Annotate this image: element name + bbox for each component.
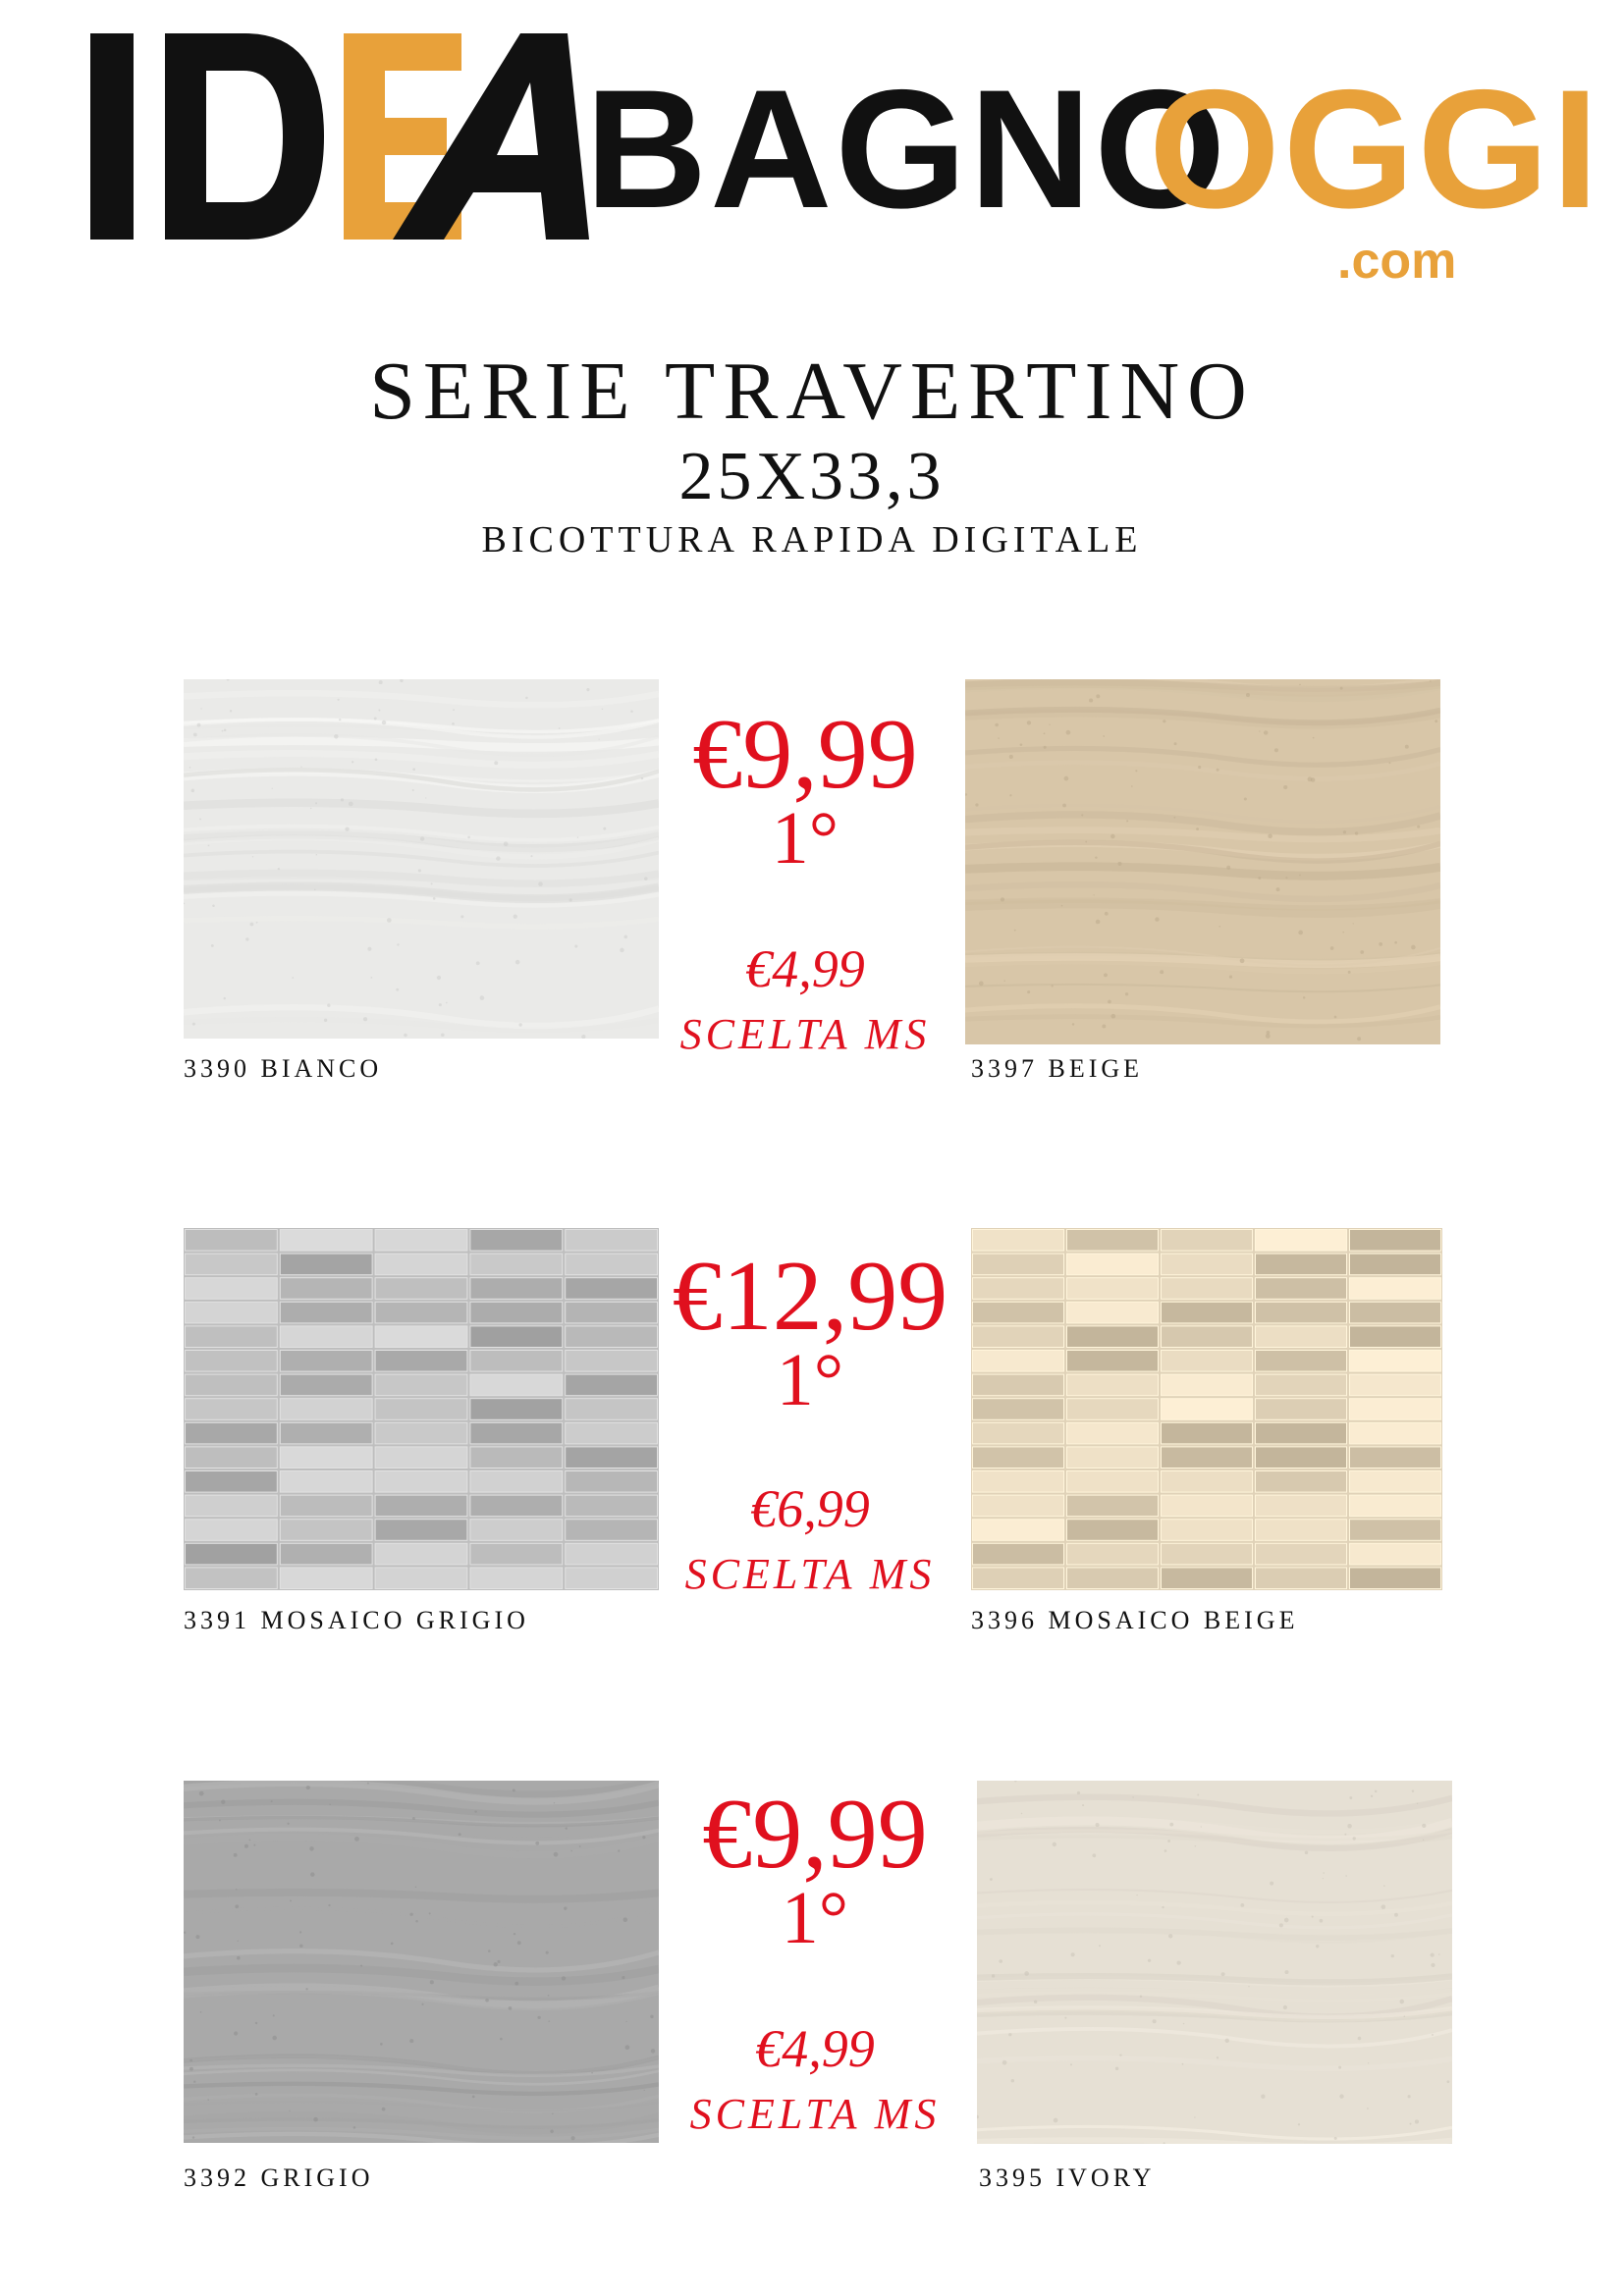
scelta-ms-label: SCELTA MS <box>684 1550 936 1599</box>
logo-oggi: OGGI <box>1149 55 1602 243</box>
series-title: SERIE TRAVERTINO <box>369 346 1255 437</box>
tile-label-3396: 3396 MOSAICO BEIGE <box>971 1606 1299 1634</box>
price-first-choice: €12,99 <box>672 1241 948 1352</box>
tile-image-3391 <box>184 1228 659 1590</box>
brand-logo <box>0 0 1624 294</box>
scelta-ms-label: SCELTA MS <box>679 1010 931 1059</box>
grade-first: 1° <box>776 1339 844 1421</box>
tile-image-3395 <box>977 1781 1452 2144</box>
tile-image-3396 <box>971 1228 1442 1590</box>
logo-dotcom: .com <box>1337 233 1457 290</box>
price-block-row2 <box>653 1241 967 1599</box>
grade-first: 1° <box>771 797 839 880</box>
tile-label-3391: 3391 MOSAICO GRIGIO <box>184 1606 529 1634</box>
series-size: 25X33,3 <box>678 439 946 514</box>
price-first-choice: €9,99 <box>702 1779 928 1890</box>
tile-label-3395: 3395 IVORY <box>979 2163 1156 2192</box>
price-ms: €4,99 <box>745 939 865 999</box>
price-first-choice: €9,99 <box>692 699 918 810</box>
price-ms: €6,99 <box>750 1479 870 1539</box>
series-subtitle: BICOTTURA RAPIDA DIGITALE <box>481 519 1143 561</box>
logo-bagno: BAGNO <box>585 55 1229 243</box>
tile-label-3390: 3390 BIANCO <box>184 1054 383 1083</box>
tile-image-3392 <box>184 1781 659 2143</box>
grade-first: 1° <box>781 1877 849 1959</box>
tile-label-3397: 3397 BEIGE <box>971 1054 1144 1083</box>
tile-image-3397 <box>965 679 1440 1044</box>
tile-image-3390 <box>184 679 659 1039</box>
scelta-ms-label: SCELTA MS <box>689 2090 941 2139</box>
price-ms: €4,99 <box>755 2019 875 2079</box>
price-block-row1 <box>658 699 952 1059</box>
price-block-row3 <box>668 1779 962 2139</box>
tile-label-3392: 3392 GRIGIO <box>184 2163 374 2192</box>
